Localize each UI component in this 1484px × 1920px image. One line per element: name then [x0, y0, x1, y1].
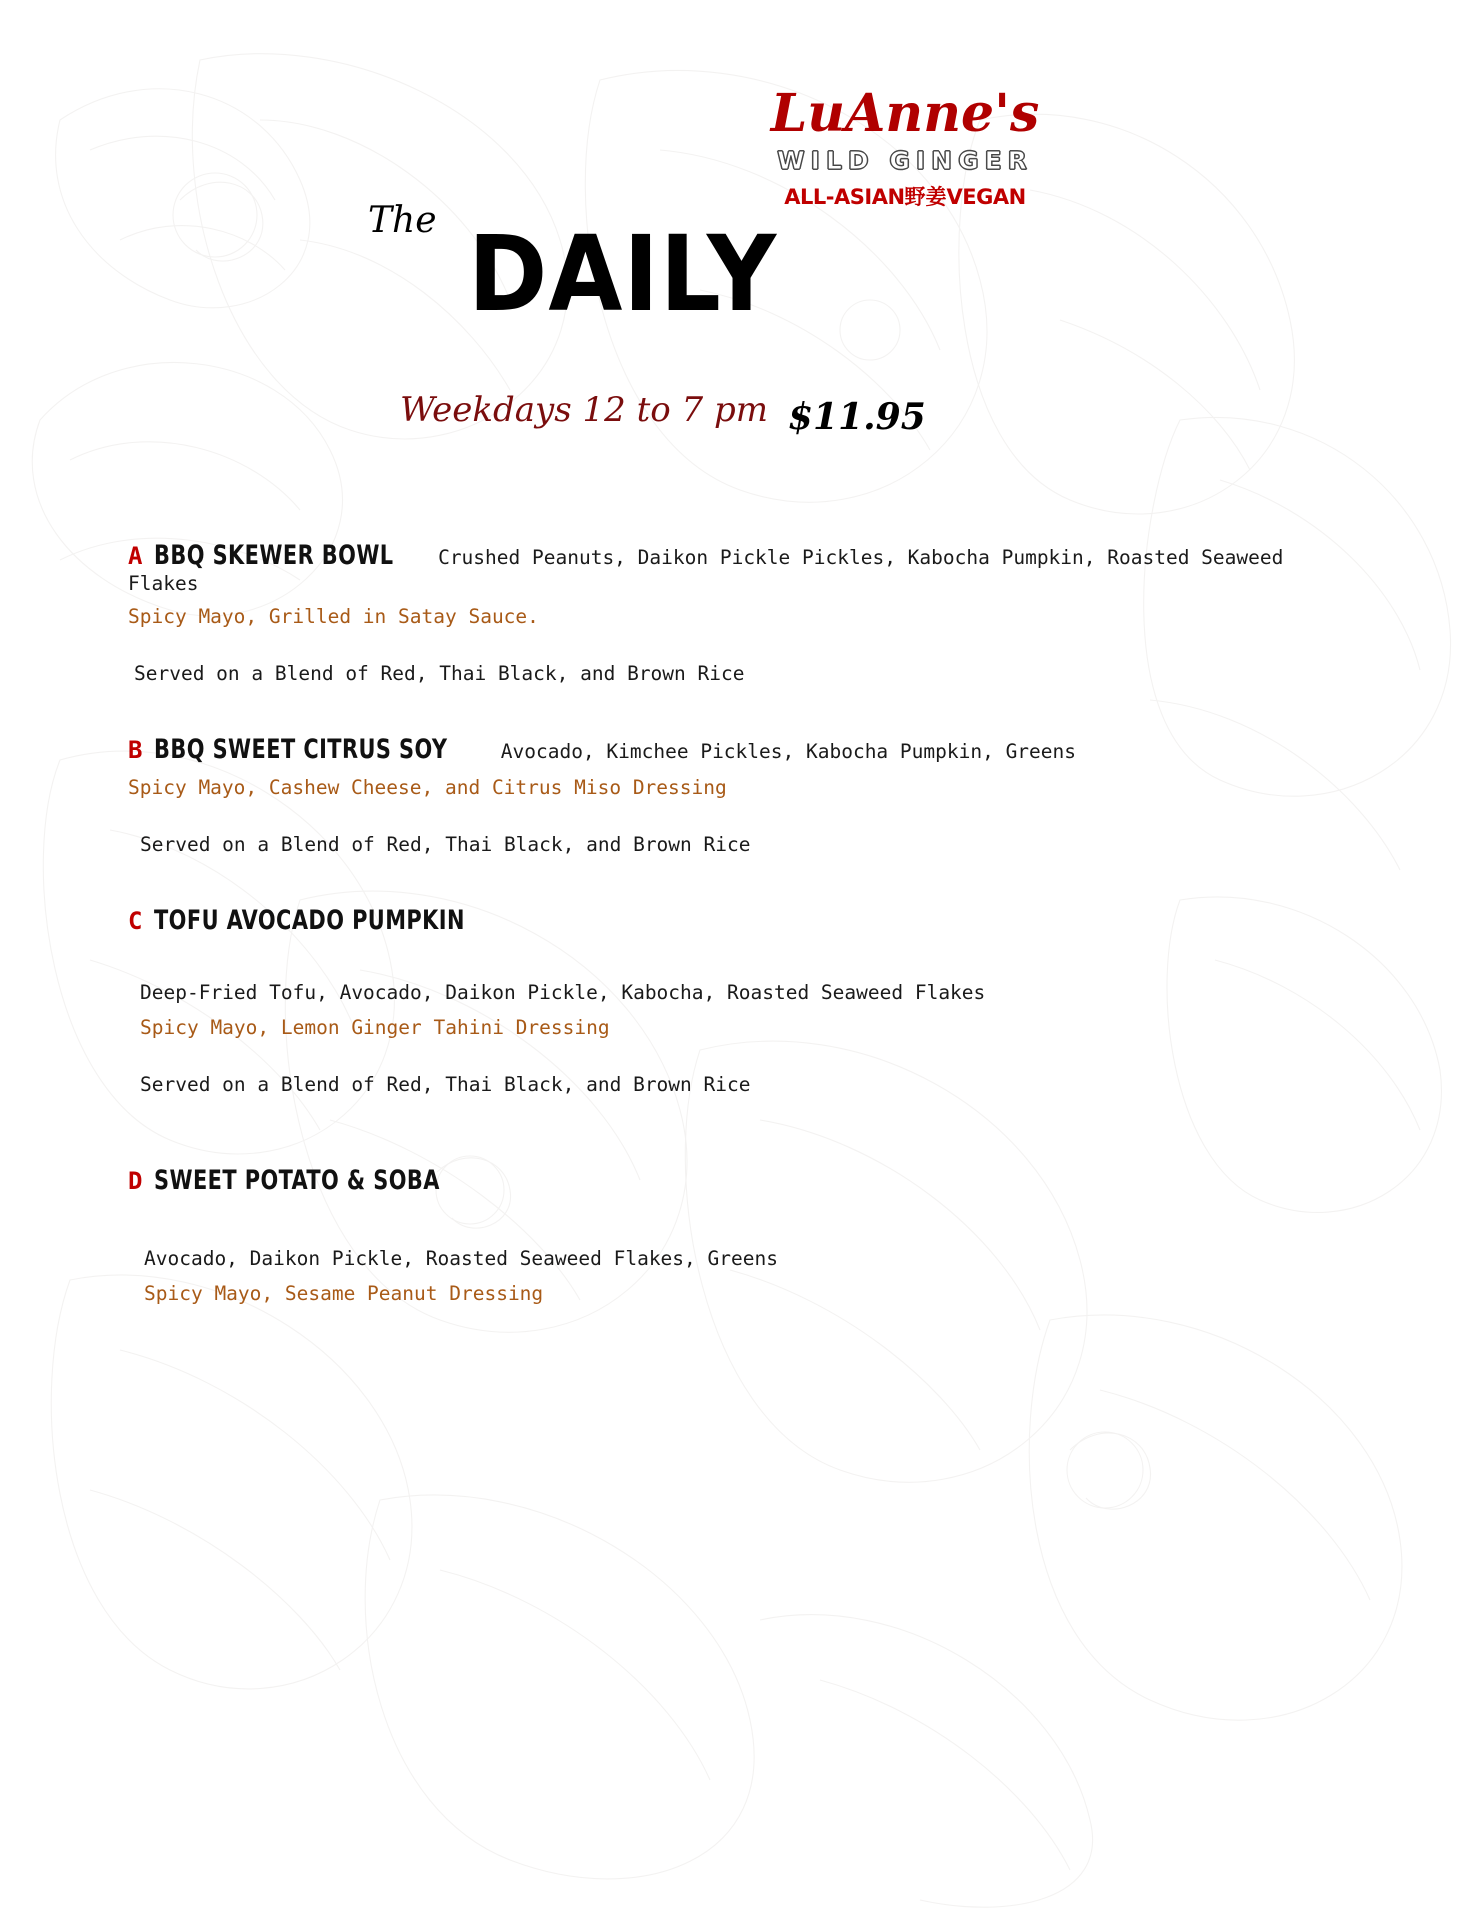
- menu-item-name: SWEET POTATO & SOBA: [154, 1165, 441, 1197]
- menu-item-b: [128, 734, 1358, 859]
- menu-list: [128, 540, 1358, 1354]
- menu-item-sauce: Spicy Mayo, Cashew Cheese, and Citrus Miso Dressing: [128, 775, 727, 799]
- brand-tagline-cjk: 野姜: [904, 185, 947, 209]
- menu-item-ingredients: Crushed Peanuts, Daikon Pickle Pickles, Kabocha Pumpkin, Roasted Seaweed Flakes: [128, 546, 1284, 596]
- menu-item-a: [128, 540, 1358, 688]
- brand-tagline-left: ALL-ASIAN: [784, 185, 905, 209]
- menu-item-letter: C: [128, 907, 143, 936]
- menu-item-served: Served on a Blend of Red, Thai Black, and Brown Rice: [140, 832, 751, 856]
- price-text: $11.95: [788, 396, 926, 438]
- menu-item-letter: D: [128, 1167, 143, 1196]
- menu-item-sauce: Spicy Mayo, Grilled in Satay Sauce.: [128, 604, 539, 628]
- title-the: The: [368, 200, 437, 241]
- brand-tagline-right: VEGAN: [946, 185, 1026, 209]
- menu-item-heading: [128, 1165, 1358, 1197]
- menu-item-ingredients: Avocado, Kimchee Pickles, Kabocha Pumpkin, Greens: [500, 740, 1077, 764]
- menu-item-heading: [128, 734, 1358, 766]
- menu-item-c: [128, 905, 1358, 1099]
- menu-item-name: BBQ SWEET CITRUS SOY: [154, 734, 448, 766]
- hours-text: Weekdays 12 to 7 pm: [400, 390, 768, 430]
- menu-item-ingredients: Deep-Fried Tofu, Avocado, Daikon Pickle, Kabocha, Roasted Seaweed Flakes: [140, 980, 986, 1004]
- menu-item-name: TOFU AVOCADO PUMPKIN: [154, 905, 466, 937]
- menu-item-letter: B: [128, 736, 143, 765]
- menu-item-ingredients: Avocado, Daikon Pickle, Roasted Seaweed Flakes, Greens: [144, 1246, 778, 1270]
- menu-item-sauce: Spicy Mayo, Lemon Ginger Tahini Dressing: [140, 1015, 610, 1039]
- menu-item-served: Served on a Blend of Red, Thai Black, and Brown Rice: [140, 1073, 751, 1097]
- brand-tagline: [740, 181, 1070, 211]
- brand-name: LuAnne's: [770, 83, 1040, 144]
- menu-item-letter: A: [128, 542, 143, 570]
- menu-item-heading: [128, 540, 1358, 596]
- menu-item-d: [128, 1165, 1358, 1308]
- menu-item-heading: [128, 905, 1358, 937]
- page-title: DAILY: [468, 213, 778, 335]
- menu-item-name: BBQ SKEWER BOWL: [154, 540, 394, 571]
- menu-item-sauce: Spicy Mayo, Sesame Peanut Dressing: [144, 1281, 544, 1305]
- menu-item-served: Served on a Blend of Red, Thai Black, and Brown Rice: [134, 662, 745, 686]
- brand-block: [740, 83, 1070, 211]
- brand-subtitle: WILD GINGER: [777, 146, 1033, 175]
